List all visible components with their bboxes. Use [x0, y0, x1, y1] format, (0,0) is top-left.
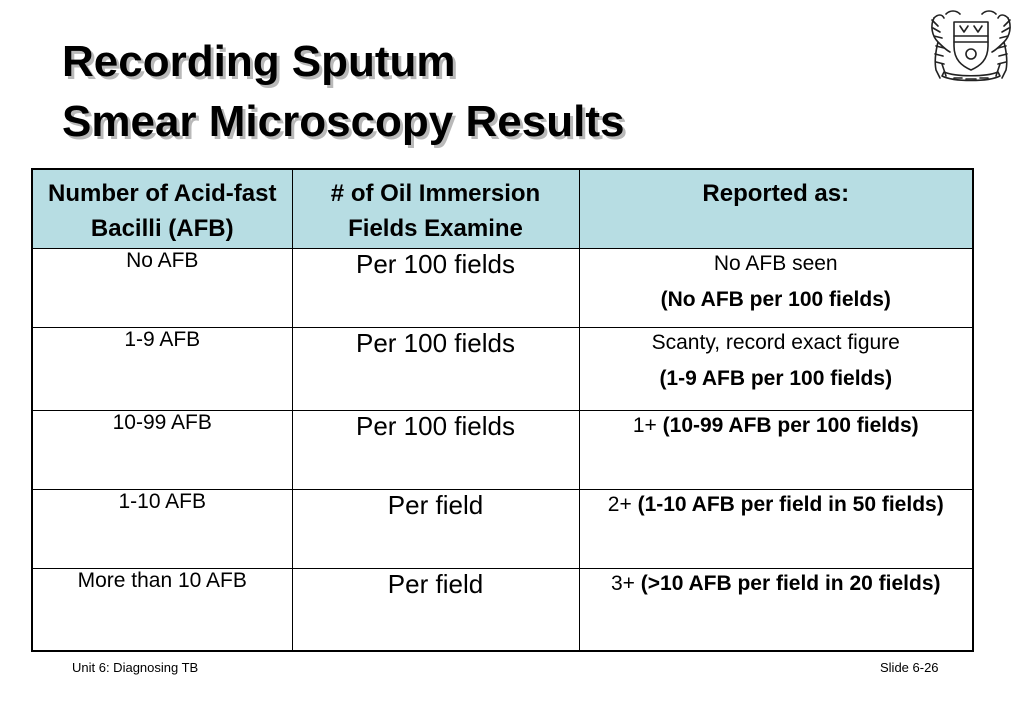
- cell-afb: No AFB: [32, 249, 292, 328]
- report-bold: (10-99 AFB per 100 fields): [662, 414, 919, 437]
- table-row: [32, 328, 973, 411]
- cell-fields: Per 100 fields: [292, 249, 579, 328]
- report-plain: 2+: [607, 493, 632, 516]
- cell-fields: Per field: [292, 569, 579, 651]
- table-row: [32, 249, 973, 328]
- coat-of-arms-seal-icon: [924, 6, 1018, 84]
- slide-title-line-2: Smear Microscopy Results: [62, 97, 625, 146]
- cell-afb: 10-99 AFB: [32, 411, 292, 490]
- report-plain: 1+: [632, 414, 657, 437]
- header-afb-count: Number of Acid-fast Bacilli (AFB): [32, 169, 292, 249]
- report-bold: (1-10 AFB per field in 50 fields): [637, 493, 944, 516]
- results-table: [31, 168, 974, 652]
- report-plain: Scanty, record exact figure: [651, 331, 900, 354]
- cell-fields: Per field: [292, 490, 579, 569]
- cell-report: [579, 569, 973, 651]
- report-plain: No AFB seen: [713, 252, 838, 275]
- footer-unit-label: Unit 6: Diagnosing TB: [72, 660, 199, 675]
- header-fields-examined: # of Oil Immersion Fields Examine: [292, 169, 579, 249]
- table-row: [32, 569, 973, 651]
- table-row: [32, 490, 973, 569]
- cell-afb: 1-9 AFB: [32, 328, 292, 411]
- cell-afb: 1-10 AFB: [32, 490, 292, 569]
- cell-fields: Per 100 fields: [292, 328, 579, 411]
- slide-title-line-1: Recording Sputum: [62, 37, 456, 86]
- table-header-row: [32, 169, 973, 249]
- footer-slide-number: Slide 6-26: [880, 660, 939, 675]
- cell-report: [579, 411, 973, 490]
- cell-report: [579, 490, 973, 569]
- cell-afb: More than 10 AFB: [32, 569, 292, 651]
- cell-fields: Per 100 fields: [292, 411, 579, 490]
- header-reported-as: Reported as:: [579, 169, 973, 249]
- table-row: [32, 411, 973, 490]
- report-bold: (No AFB per 100 fields): [660, 288, 891, 311]
- cell-report: [579, 249, 973, 328]
- report-bold: (>10 AFB per field in 20 fields): [640, 572, 941, 595]
- report-bold: (1-9 AFB per 100 fields): [659, 367, 893, 390]
- cell-report: [579, 328, 973, 411]
- report-plain: 3+: [610, 572, 635, 595]
- slide-title: [62, 32, 624, 152]
